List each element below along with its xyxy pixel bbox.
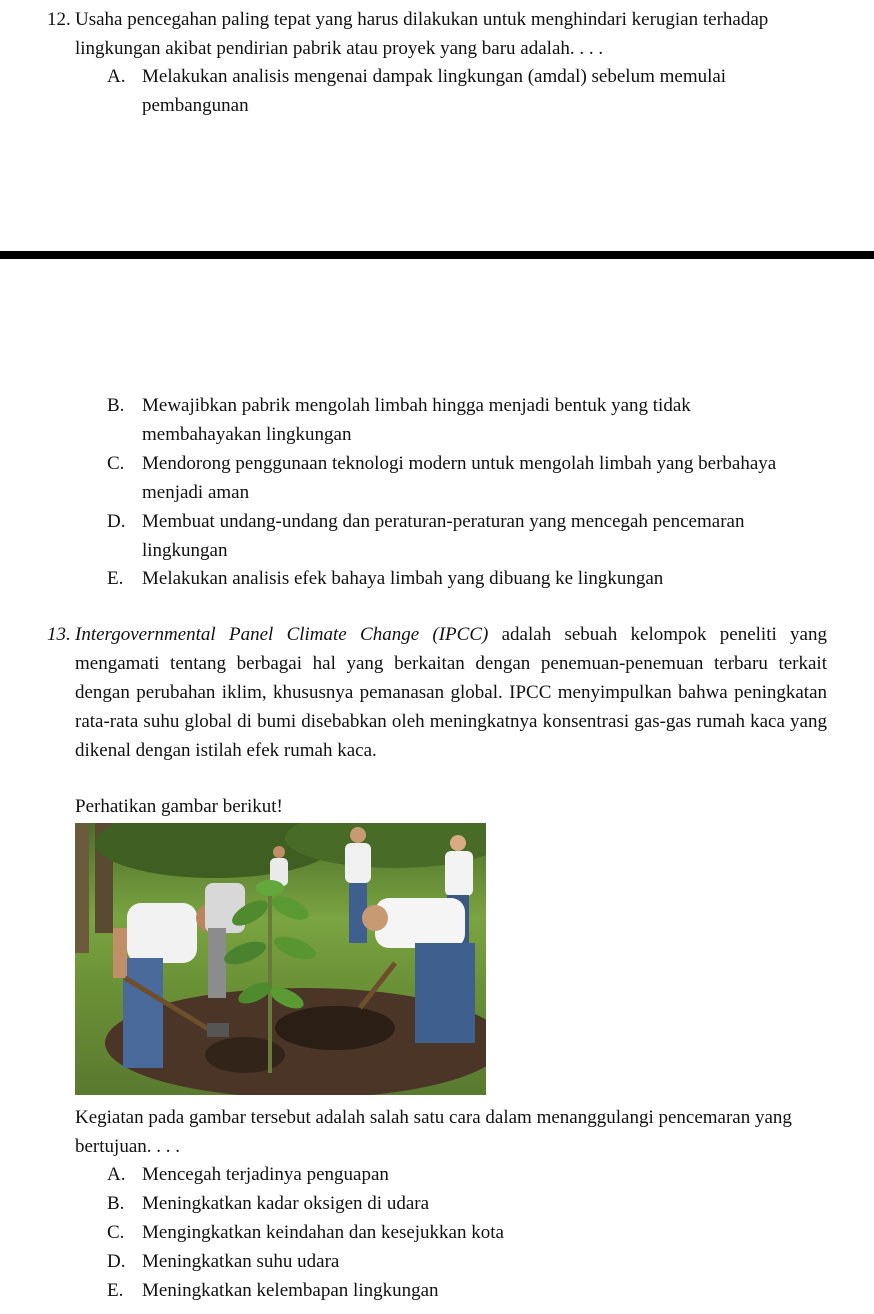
option-text: Mendorong penggunaan teknologi modern untuk mengolah limbah yang berbahaya menjadi aman	[142, 453, 777, 503]
question-13	[47, 620, 827, 765]
option-letter: A.	[107, 1164, 126, 1185]
tree-planting-photo	[75, 823, 486, 1095]
q12-option-b[interactable]	[107, 391, 807, 449]
option-text: Melakukan analisis efek bahaya limbah yang dibuang ke lingkungan	[142, 568, 664, 589]
option-text: Meningkatkan kadar oksigen di udara	[142, 1193, 430, 1214]
q13-option-b[interactable]	[107, 1189, 807, 1218]
ipcc-term: Intergovernmental Panel Climate Change (IPCC)	[75, 624, 489, 645]
q12-option-c[interactable]	[107, 449, 807, 507]
option-letter: E.	[107, 568, 124, 589]
option-letter: A.	[107, 66, 126, 87]
question-12-stem: Usaha pencegahan paling tepat yang harus dilakukan untuk menghindari kerugian terhadap lingkungan akibat pendirian pabrik atau proyek yang baru adalah. . . .	[75, 9, 769, 59]
q13-option-c[interactable]	[107, 1218, 807, 1247]
page-divider	[0, 251, 874, 259]
question-12-number: 12.	[47, 9, 71, 30]
option-letter: D.	[107, 511, 126, 532]
question-13-stem-rest: adalah sebuah kelompok peneliti yang mengamati tentang berbagai hal yang berkaitan dengan penemuan-penemuan terbaru terkait dengan perubahan iklim, khususnya pemanasan global. IPCC menyimpulkan bahwa peningkatan rata-rata suhu global di bumi disebabkan oleh meningkatnya konsentrasi gas-gas rumah kaca yang dikenal dengan istilah efek rumah kaca.	[75, 624, 827, 761]
option-text: Meningkatkan kelembapan lingkungan	[142, 1280, 439, 1301]
q12-option-e[interactable]	[107, 564, 807, 593]
option-text: Mengingkatkan keindahan dan kesejukkan kota	[142, 1222, 504, 1243]
q12-option-a[interactable]	[107, 62, 807, 120]
option-text: Membuat undang-undang dan peraturan-peraturan yang mencegah pencemaran lingkungan	[142, 511, 745, 561]
option-text: Melakukan analisis mengenai dampak lingkungan (amdal) sebelum memulai pembangunan	[142, 66, 727, 116]
option-text: Meningkatkan suhu udara	[142, 1251, 340, 1272]
option-letter: C.	[107, 1222, 125, 1243]
q13-option-a[interactable]	[107, 1160, 807, 1189]
option-text: Mencegah terjadinya penguapan	[142, 1164, 389, 1185]
question-13-prompt: Kegiatan pada gambar tersebut adalah salah satu cara dalam menanggulangi pencemaran yang bertujuan. . . .	[75, 1107, 792, 1157]
option-letter: C.	[107, 453, 125, 474]
option-letter: B.	[107, 1193, 125, 1214]
question-12	[47, 5, 827, 63]
option-text: Mewajibkan pabrik mengolah limbah hingga menjadi bentuk yang tidak membahayakan lingkungan	[142, 395, 691, 445]
option-letter: B.	[107, 395, 125, 416]
q13-option-e[interactable]	[107, 1276, 807, 1305]
option-letter: E.	[107, 1280, 124, 1301]
q12-option-d[interactable]	[107, 507, 807, 565]
picture-instruction: Perhatikan gambar berikut!	[75, 796, 283, 817]
question-13-number: 13.	[47, 624, 71, 645]
question-13-stem	[75, 620, 827, 765]
option-letter: D.	[107, 1251, 126, 1272]
q13-option-d[interactable]	[107, 1247, 807, 1276]
